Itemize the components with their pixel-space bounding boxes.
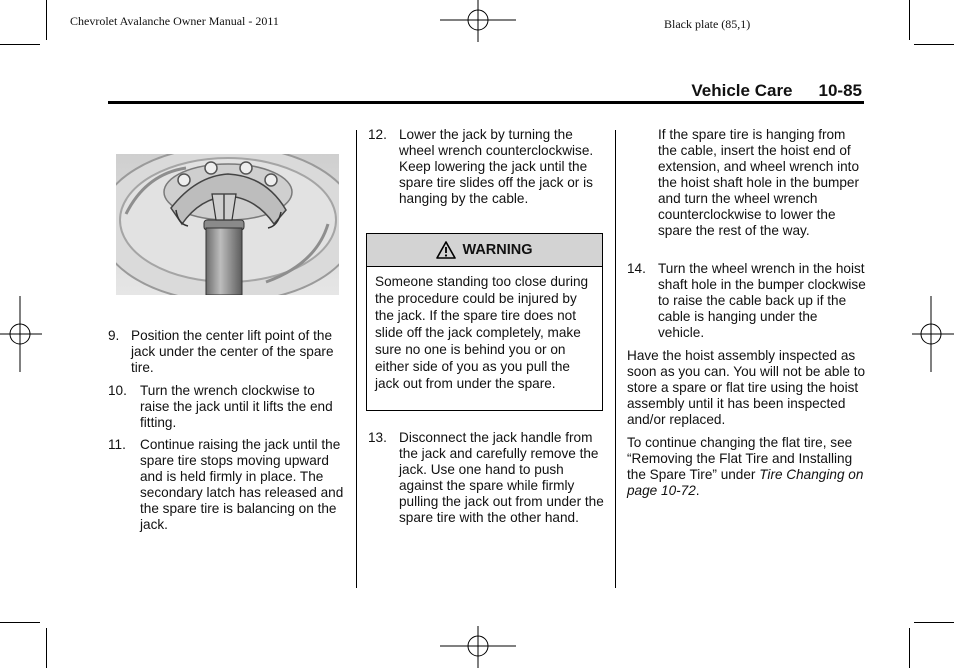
crop-mark bbox=[914, 622, 954, 623]
step-number: 13. bbox=[368, 430, 387, 445]
plate-label: Black plate (85,1) bbox=[664, 17, 751, 31]
step-number: 11. bbox=[108, 437, 126, 452]
step-number: 9. bbox=[108, 328, 120, 343]
registration-mark-bottom bbox=[440, 626, 516, 668]
page-number: 10-85 bbox=[818, 81, 862, 100]
step-number: 12. bbox=[368, 127, 387, 142]
step-number: 10. bbox=[108, 383, 127, 398]
paragraph-text: To continue changing the flat tire, see “Removing the Flat Tire and Installing the Spare Tire” under bbox=[627, 435, 853, 482]
step-text: Continue raising the jack until the spare tire stops moving upward and is held firmly in place. The secondary latch has released and the spare tire is balancing on the jack. bbox=[140, 437, 344, 532]
paragraph-end: . bbox=[695, 483, 700, 498]
step-text: Position the center lift point of the jack under the center of the spare tire. bbox=[131, 328, 334, 375]
registration-mark-left bbox=[0, 296, 44, 372]
paragraph bbox=[627, 435, 866, 499]
step-continuation: If the spare tire is hanging from the cable, insert the hoist end of extension, and wheel wrench into the hoist shaft hole in the bumper and turn the wheel wrench counterclockwise to lower the spare the rest of the way. bbox=[658, 127, 860, 238]
step-text: Turn the wheel wrench in the hoist shaft hole in the bumper clockwise to raise the cable back up if the cable is hanging under the vehicle. bbox=[658, 261, 866, 340]
step-text: Disconnect the jack handle from the jack and carefully remove the jack. Use one hand to push against the spare while firmly pulling the jack out from under the spare tire with the other hand. bbox=[399, 430, 604, 525]
cross-reference-link[interactable]: Tire Changing on page 10‑72 bbox=[627, 467, 864, 498]
warning-label: WARNING bbox=[462, 242, 533, 258]
paragraph: Have the hoist assembly inspected as soon as you can. You will not be able to store a spare or flat tire using the hoist assembly until it has been inspected and/or replaced. bbox=[627, 348, 866, 427]
registration-mark-right bbox=[910, 296, 954, 372]
crop-mark bbox=[914, 44, 954, 45]
crop-mark bbox=[0, 622, 40, 623]
jack-under-spare-tire-illustration bbox=[116, 154, 339, 295]
crop-mark bbox=[46, 0, 47, 40]
warning-box bbox=[366, 233, 603, 411]
warning-text: Someone standing too close during the procedure could be injured by the jack. If the spare tire does not slide off the jack completely, make sure no one is behind you or on either side of you as you pull the jack out from under the spare. bbox=[375, 274, 589, 391]
step-number: 14. bbox=[627, 261, 646, 276]
step-text: Turn the wrench clockwise to raise the jack until it lifts the end fitting. bbox=[140, 383, 333, 430]
crop-mark bbox=[909, 0, 910, 40]
warning-triangle-icon bbox=[436, 241, 456, 259]
manual-title: Chevrolet Avalanche Owner Manual - 2011 bbox=[70, 14, 279, 28]
column-divider bbox=[356, 130, 357, 588]
section-title: Vehicle Care bbox=[691, 81, 793, 100]
section-heading bbox=[691, 81, 862, 101]
crop-mark bbox=[0, 44, 40, 45]
crop-mark bbox=[909, 628, 910, 668]
warning-header bbox=[367, 234, 602, 267]
crop-mark bbox=[46, 628, 47, 668]
registration-mark-top bbox=[440, 0, 516, 44]
header-rule bbox=[108, 101, 864, 104]
column-divider bbox=[615, 130, 616, 588]
step-text: Lower the jack by turning the wheel wrench counterclockwise. Keep lowering the jack until the spare tire slides off the jack or is hanging by the cable. bbox=[399, 127, 594, 206]
